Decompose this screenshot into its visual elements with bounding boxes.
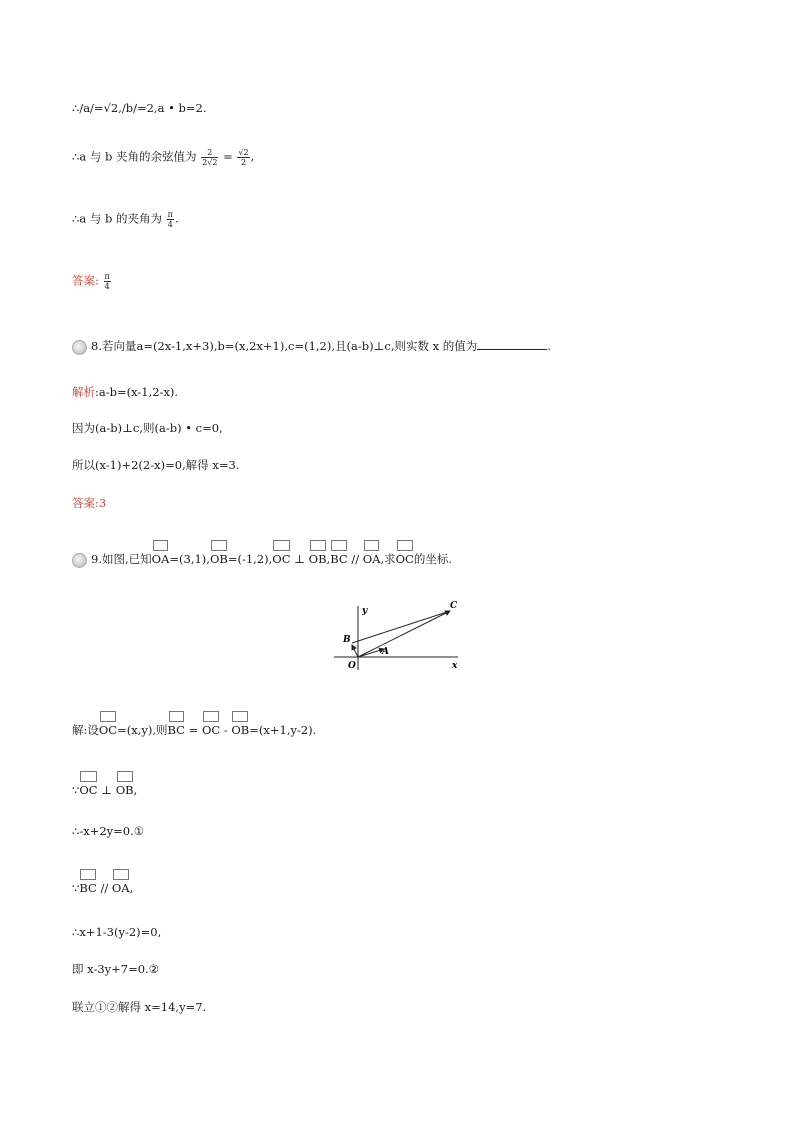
sol-text: =(x,y),则 (117, 723, 168, 737)
line-magnitudes (72, 100, 207, 116)
period: . (547, 339, 551, 353)
q9-text: , (326, 552, 331, 566)
answer-2 (72, 495, 106, 511)
solution-9-line-4 (72, 878, 133, 896)
parallel-symbol: // (96, 881, 112, 895)
sol-text: 联立①②解得 x=14,y=7. (72, 1000, 207, 1014)
answer-blank (477, 339, 547, 350)
q9-text: 的坐标. (413, 552, 453, 566)
vector-oa: OA (112, 878, 130, 896)
solution-9-line-2 (72, 780, 137, 798)
vector-ob: OB (210, 549, 228, 567)
label-b: B (343, 635, 351, 645)
solution-9-line-1 (72, 720, 316, 738)
vector-oa: OA (363, 549, 381, 567)
equals: = (219, 149, 237, 164)
sol-text: ∵ (72, 783, 80, 797)
frac-num: π (167, 210, 173, 219)
solution-8-line-2 (72, 420, 223, 436)
sqrt-two: √2 (103, 101, 119, 115)
vector-oc: OC (272, 549, 290, 567)
solution-9-line-3 (72, 823, 144, 839)
question-9 (72, 549, 452, 568)
answer-value: 3 (98, 496, 107, 510)
fraction-pi-4 (167, 210, 174, 229)
sol-text: =(x+1,y-2). (249, 723, 317, 737)
frac-den: 2√2 (202, 158, 218, 167)
solution-text: 所以(x-1)+2(2-x)=0,解得 x=3. (72, 458, 240, 472)
q9-text: ,求 (380, 552, 396, 566)
solution-label: 解析 (72, 385, 95, 399)
perp-symbol: ⊥ (290, 552, 309, 566)
label-x: x (452, 661, 458, 671)
solution-8-line-1 (72, 384, 178, 400)
answer-fraction (104, 272, 111, 291)
question-8-text: 8.若向量a=(2x-1,x+3),b=(x,2x+1),c=(1,2),且(a-b)⊥c,则实数 x 的值为 (91, 339, 478, 353)
sol-text: ∵ (72, 881, 80, 895)
line-cosine (72, 148, 254, 167)
label-o: O (348, 661, 356, 671)
answer-label: 答案: (72, 496, 99, 510)
label-a: A (382, 647, 389, 657)
solution-8-line-3 (72, 457, 239, 473)
sol-text: = (184, 723, 202, 737)
solution-text: :a-b=(x-1,2-x). (95, 385, 179, 399)
cosine-prefix: ∴a 与 b 夹角的余弦值为 (72, 149, 197, 164)
sol-text: 即 x-3y+7=0.② (72, 962, 160, 976)
sol-text: , (129, 881, 134, 895)
sol-text: , (133, 783, 138, 797)
line-angle (72, 210, 179, 229)
frac-den: 4 (104, 282, 110, 291)
sol-text: - (220, 723, 232, 737)
comma: , (250, 149, 255, 164)
vector-ob: OB (231, 720, 249, 738)
solution-9-line-7 (72, 999, 206, 1015)
vector-ob-line (352, 645, 358, 657)
perp-symbol: ⊥ (97, 783, 116, 797)
vector-bc: BC (79, 878, 96, 896)
label-c: C (450, 601, 458, 611)
fraction-1 (201, 148, 218, 167)
vector-oc: OC (396, 549, 414, 567)
frac-num: 2 (201, 148, 218, 158)
frac-den: 4 (167, 220, 173, 229)
sol-text: 解:设 (72, 723, 99, 737)
angle-prefix: ∴a 与 b 的夹角为 (72, 211, 163, 226)
solution-9-line-5 (72, 924, 161, 940)
sol-text: ∴-x+2y=0.① (72, 824, 145, 838)
frac-num: π (104, 272, 110, 281)
question-bullet-icon (72, 553, 87, 568)
q9-text: =(-1,2), (227, 552, 273, 566)
fraction-2 (237, 148, 249, 167)
label-y: y (362, 606, 368, 616)
q9-text: =(3,1), (169, 552, 210, 566)
sol-text: ∴x+1-3(y-2)=0, (72, 925, 162, 939)
answer-label: 答案: (72, 273, 99, 288)
text-b: ,/b/=2,a • b=2. (118, 101, 207, 115)
frac-num: √2 (238, 148, 249, 157)
parallel-symbol: // (347, 552, 363, 566)
solution-9-line-6 (72, 961, 159, 977)
vector-figure (330, 598, 465, 673)
answer-1 (72, 272, 112, 291)
vector-oc: OC (202, 720, 220, 738)
vector-ob: OB (116, 780, 134, 798)
vector-oc: OC (79, 780, 97, 798)
question-8 (72, 338, 551, 355)
vector-bc: BC (330, 549, 347, 567)
vector-oc-line (358, 611, 450, 657)
vector-ob: OB (309, 549, 327, 567)
vector-bc: BC (168, 720, 185, 738)
text-a: ∴/a/= (72, 101, 104, 115)
question-bullet-icon (72, 340, 87, 355)
frac-den: 2 (240, 158, 247, 167)
solution-text: 因为(a-b)⊥c,则(a-b) • c=0, (72, 421, 223, 435)
vector-oc: OC (99, 720, 117, 738)
period: . (174, 211, 179, 226)
vector-oa: OA (152, 549, 170, 567)
q9-text: 9.如图,已知 (91, 552, 152, 566)
